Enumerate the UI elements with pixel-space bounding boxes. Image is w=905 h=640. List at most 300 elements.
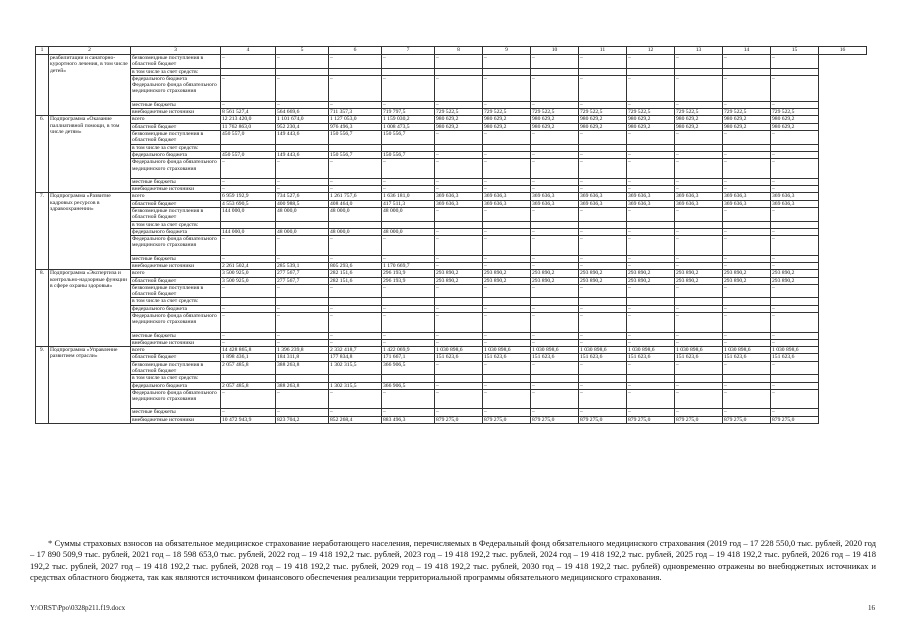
amount-cell: 729 522,5 bbox=[771, 109, 819, 116]
amount-cell: 293 890,2 bbox=[531, 277, 579, 284]
amount-cell bbox=[382, 221, 435, 228]
amount-cell: – bbox=[579, 186, 627, 193]
amount-cell: – bbox=[221, 236, 276, 256]
section-number bbox=[36, 55, 49, 116]
column-number-header: 13 bbox=[675, 47, 723, 55]
amount-cell: 369 636,3 bbox=[627, 193, 675, 200]
amount-cell: – bbox=[675, 255, 723, 262]
amount-cell: – bbox=[771, 313, 819, 333]
amount-cell bbox=[276, 68, 329, 75]
amount-cell: – bbox=[531, 255, 579, 262]
amount-cell: 879 275,0 bbox=[435, 416, 483, 423]
amount-cell: – bbox=[329, 255, 382, 262]
table-row bbox=[36, 255, 867, 262]
amount-cell: – bbox=[329, 159, 382, 179]
table-row bbox=[36, 277, 867, 284]
funding-source: федерального бюджета bbox=[131, 305, 221, 312]
amount-cell: – bbox=[483, 389, 531, 409]
funding-source: местные бюджеты bbox=[131, 178, 221, 185]
table-row bbox=[36, 270, 867, 277]
table-row bbox=[36, 305, 867, 312]
amount-cell bbox=[531, 375, 579, 382]
amount-cell: – bbox=[531, 262, 579, 269]
amount-cell: – bbox=[675, 236, 723, 256]
amount-cell: 150 556,7 bbox=[382, 151, 435, 158]
amount-cell: – bbox=[579, 332, 627, 339]
amount-cell: – bbox=[531, 332, 579, 339]
amount-cell: – bbox=[675, 361, 723, 375]
amount-cell: 366 906,5 bbox=[382, 382, 435, 389]
file-path: Y:\ORST\Ppo\0328p211.f19.docx bbox=[30, 604, 126, 612]
amount-cell bbox=[531, 144, 579, 151]
amount-cell: – bbox=[382, 236, 435, 256]
amount-cell: 2 332 418,7 bbox=[329, 347, 382, 354]
amount-cell: – bbox=[531, 284, 579, 298]
table-row bbox=[36, 298, 867, 305]
amount-cell: 369 636,3 bbox=[675, 200, 723, 207]
amount-cell bbox=[627, 144, 675, 151]
amount-cell: – bbox=[579, 305, 627, 312]
amount-cell: 296 193,9 bbox=[382, 270, 435, 277]
column-number-header: 3 bbox=[131, 47, 221, 55]
amount-cell: 10 472 943,9 bbox=[221, 416, 276, 423]
table-row bbox=[36, 144, 867, 151]
amount-cell: 48 000,0 bbox=[329, 228, 382, 235]
amount-cell: 151 623,6 bbox=[483, 354, 531, 361]
amount-cell: – bbox=[675, 313, 723, 333]
funding-source: всего bbox=[131, 193, 221, 200]
amount-cell: 1 261 757,6 bbox=[329, 193, 382, 200]
amount-cell: 48 000,0 bbox=[382, 207, 435, 221]
amount-cell: – bbox=[382, 178, 435, 185]
amount-cell: – bbox=[276, 284, 329, 298]
amount-cell bbox=[771, 221, 819, 228]
amount-cell: – bbox=[579, 151, 627, 158]
section-number: 7. bbox=[36, 193, 49, 270]
amount-cell: – bbox=[382, 332, 435, 339]
amount-cell: – bbox=[221, 409, 276, 416]
subprogram-name: реабилитации и санаторно-курортного лечения, в том числе детей» bbox=[49, 55, 131, 116]
amount-cell: – bbox=[483, 313, 531, 333]
amount-cell bbox=[723, 144, 771, 151]
amount-cell bbox=[675, 221, 723, 228]
funding-source: в том числе за счет средств: bbox=[131, 144, 221, 151]
amount-cell: – bbox=[483, 284, 531, 298]
amount-cell: – bbox=[382, 284, 435, 298]
amount-cell bbox=[435, 144, 483, 151]
funding-source: федерального бюджета bbox=[131, 151, 221, 158]
funding-source: внебюджетные источники bbox=[131, 109, 221, 116]
amount-cell: 293 890,2 bbox=[771, 270, 819, 277]
amount-cell: 729 522,5 bbox=[675, 109, 723, 116]
amount-cell: – bbox=[627, 339, 675, 346]
amount-cell: – bbox=[627, 361, 675, 375]
amount-cell: – bbox=[531, 409, 579, 416]
amount-cell: – bbox=[435, 284, 483, 298]
amount-cell: 293 890,2 bbox=[627, 270, 675, 277]
amount-cell: – bbox=[723, 262, 771, 269]
amount-cell: – bbox=[221, 332, 276, 339]
amount-cell: – bbox=[771, 228, 819, 235]
funding-source: федерального бюджета bbox=[131, 228, 221, 235]
amount-cell: – bbox=[579, 389, 627, 409]
amount-cell bbox=[771, 68, 819, 75]
amount-cell: – bbox=[723, 186, 771, 193]
amount-cell bbox=[221, 144, 276, 151]
table-row bbox=[36, 151, 867, 158]
amount-cell: – bbox=[483, 159, 531, 179]
amount-cell: – bbox=[723, 151, 771, 158]
amount-cell: 151 623,6 bbox=[771, 354, 819, 361]
amount-cell: 1 030 898,6 bbox=[435, 347, 483, 354]
funding-source: местные бюджеты bbox=[131, 409, 221, 416]
amount-cell: – bbox=[329, 313, 382, 333]
amount-cell: – bbox=[382, 339, 435, 346]
table-row bbox=[36, 262, 867, 269]
amount-cell: 564 669,6 bbox=[276, 109, 329, 116]
amount-cell: – bbox=[276, 409, 329, 416]
amount-cell: – bbox=[276, 255, 329, 262]
amount-cell: 1 170 669,7 bbox=[382, 262, 435, 269]
amount-cell: 980 629,2 bbox=[483, 116, 531, 123]
amount-cell: – bbox=[483, 332, 531, 339]
amount-cell: 1 030 898,6 bbox=[579, 347, 627, 354]
amount-cell: 150 556,7 bbox=[382, 131, 435, 145]
amount-cell: – bbox=[579, 339, 627, 346]
amount-cell: – bbox=[276, 178, 329, 185]
amount-cell: 1 030 898,6 bbox=[627, 347, 675, 354]
amount-cell: 293 890,2 bbox=[675, 270, 723, 277]
amount-cell: 369 636,3 bbox=[579, 193, 627, 200]
amount-cell: – bbox=[329, 55, 382, 69]
amount-cell: 417 511,3 bbox=[382, 200, 435, 207]
amount-cell bbox=[221, 68, 276, 75]
amount-cell: 149 443,6 bbox=[276, 151, 329, 158]
amount-cell: 296 193,9 bbox=[382, 277, 435, 284]
amount-cell: 282 151,6 bbox=[329, 277, 382, 284]
amount-cell: – bbox=[435, 361, 483, 375]
amount-cell: – bbox=[675, 409, 723, 416]
amount-cell: – bbox=[771, 339, 819, 346]
amount-cell: 177 834,8 bbox=[329, 354, 382, 361]
amount-cell: – bbox=[221, 284, 276, 298]
amount-cell: 293 890,2 bbox=[723, 270, 771, 277]
amount-cell: – bbox=[329, 339, 382, 346]
amount-cell: – bbox=[483, 101, 531, 108]
amount-cell: – bbox=[771, 55, 819, 69]
amount-cell bbox=[276, 298, 329, 305]
amount-cell: – bbox=[276, 339, 329, 346]
amount-cell: 1 302 315,5 bbox=[329, 382, 382, 389]
amount-cell: 980 629,2 bbox=[579, 123, 627, 130]
table-row bbox=[36, 68, 867, 75]
amount-cell: 1 302 315,5 bbox=[329, 361, 382, 375]
amount-cell: – bbox=[723, 313, 771, 333]
amount-cell: 293 890,2 bbox=[627, 277, 675, 284]
amount-cell: – bbox=[435, 186, 483, 193]
amount-cell: – bbox=[771, 409, 819, 416]
amount-cell: – bbox=[723, 207, 771, 221]
funding-source: в том числе за счет средств: bbox=[131, 375, 221, 382]
amount-cell: – bbox=[771, 332, 819, 339]
amount-cell: 879 275,0 bbox=[627, 416, 675, 423]
amount-cell: – bbox=[627, 284, 675, 298]
table-row bbox=[36, 178, 867, 185]
funding-source: внебюджетные источники bbox=[131, 416, 221, 423]
table-row bbox=[36, 101, 867, 108]
table-row bbox=[36, 109, 867, 116]
funding-source: всего bbox=[131, 116, 221, 123]
funding-source: Федерального фонда обязательного медицинского страхования bbox=[131, 313, 221, 333]
amount-cell: – bbox=[675, 332, 723, 339]
funding-source: местные бюджеты bbox=[131, 332, 221, 339]
amount-cell: – bbox=[723, 236, 771, 256]
amount-cell: 8 561 527,4 bbox=[221, 109, 276, 116]
amount-cell: 980 629,2 bbox=[723, 123, 771, 130]
amount-cell: – bbox=[723, 305, 771, 312]
table-row bbox=[36, 228, 867, 235]
amount-cell: – bbox=[579, 228, 627, 235]
amount-cell: – bbox=[723, 332, 771, 339]
table-row bbox=[36, 207, 867, 221]
amount-cell: – bbox=[221, 339, 276, 346]
amount-cell: 852 268,4 bbox=[329, 416, 382, 423]
page-number: 16 bbox=[868, 604, 875, 612]
subprogram-name: Подпрограмма «Оказание паллиативной помощи, в том числе детям» bbox=[49, 116, 131, 193]
amount-cell: 980 629,2 bbox=[675, 116, 723, 123]
amount-cell: 48 000,0 bbox=[276, 207, 329, 221]
amount-cell: – bbox=[627, 389, 675, 409]
column-number-header: 9 bbox=[483, 47, 531, 55]
amount-cell: – bbox=[435, 382, 483, 389]
amount-cell: 293 890,2 bbox=[483, 270, 531, 277]
amount-cell: – bbox=[221, 186, 276, 193]
amount-cell: – bbox=[435, 55, 483, 69]
funding-source: Федерального фонда обязательного медицинского страхования bbox=[131, 236, 221, 256]
funding-source: всего bbox=[131, 347, 221, 354]
amount-cell: – bbox=[723, 228, 771, 235]
amount-cell: – bbox=[675, 262, 723, 269]
amount-cell: 1 127 053,0 bbox=[329, 116, 382, 123]
amount-cell: – bbox=[627, 262, 675, 269]
amount-cell: 151 623,6 bbox=[579, 354, 627, 361]
amount-cell: 734 527,6 bbox=[276, 193, 329, 200]
column-number-header: 15 bbox=[771, 47, 819, 55]
amount-cell: 369 636,3 bbox=[723, 193, 771, 200]
amount-cell bbox=[382, 68, 435, 75]
amount-cell: 293 890,2 bbox=[531, 270, 579, 277]
table-row bbox=[36, 332, 867, 339]
amount-cell: 144 000,0 bbox=[221, 228, 276, 235]
amount-cell: – bbox=[435, 332, 483, 339]
amount-cell: 980 629,2 bbox=[483, 123, 531, 130]
column-number-header: 8 bbox=[435, 47, 483, 55]
amount-cell: – bbox=[329, 178, 382, 185]
amount-cell: – bbox=[771, 159, 819, 179]
table-row bbox=[36, 193, 867, 200]
amount-cell: 171 667,1 bbox=[382, 354, 435, 361]
amount-cell bbox=[435, 221, 483, 228]
amount-cell: – bbox=[483, 361, 531, 375]
amount-cell: – bbox=[435, 101, 483, 108]
amount-cell: – bbox=[531, 361, 579, 375]
amount-cell: 980 629,2 bbox=[435, 116, 483, 123]
amount-cell: – bbox=[435, 339, 483, 346]
amount-cell: – bbox=[531, 382, 579, 389]
amount-cell: – bbox=[531, 75, 579, 101]
amount-cell bbox=[771, 375, 819, 382]
amount-cell: – bbox=[221, 178, 276, 185]
table-row bbox=[36, 361, 867, 375]
amount-cell: – bbox=[276, 159, 329, 179]
amount-cell: 6 959 192,9 bbox=[221, 193, 276, 200]
amount-cell bbox=[382, 144, 435, 151]
amount-cell: – bbox=[627, 178, 675, 185]
amount-cell: 1 008 473,5 bbox=[382, 123, 435, 130]
amount-cell: 1 636 181,0 bbox=[382, 193, 435, 200]
amount-cell: – bbox=[771, 207, 819, 221]
amount-cell: 2 057 485,8 bbox=[221, 361, 276, 375]
amount-cell: 976 496,3 bbox=[329, 123, 382, 130]
amount-cell: 48 000,0 bbox=[382, 228, 435, 235]
amount-cell: – bbox=[531, 151, 579, 158]
amount-cell bbox=[221, 221, 276, 228]
amount-cell bbox=[329, 68, 382, 75]
amount-cell: – bbox=[435, 159, 483, 179]
table-row bbox=[36, 313, 867, 333]
amount-cell bbox=[627, 298, 675, 305]
section-number: 8. bbox=[36, 270, 49, 347]
funding-source: областной бюджет bbox=[131, 277, 221, 284]
table-row bbox=[36, 221, 867, 228]
amount-cell: – bbox=[435, 151, 483, 158]
table-row bbox=[36, 55, 867, 69]
amount-cell: – bbox=[276, 75, 329, 101]
amount-cell: – bbox=[771, 382, 819, 389]
amount-cell: – bbox=[483, 151, 531, 158]
amount-cell: 729 522,5 bbox=[531, 109, 579, 116]
amount-cell: – bbox=[382, 313, 435, 333]
amount-cell: – bbox=[483, 339, 531, 346]
amount-cell: 1 159 030,2 bbox=[382, 116, 435, 123]
funding-source: местные бюджеты bbox=[131, 255, 221, 262]
table-row bbox=[36, 284, 867, 298]
amount-cell: 151 623,6 bbox=[627, 354, 675, 361]
amount-cell bbox=[329, 298, 382, 305]
amount-cell: – bbox=[276, 305, 329, 312]
amount-cell: – bbox=[531, 178, 579, 185]
amount-cell: – bbox=[276, 55, 329, 69]
table-row bbox=[36, 347, 867, 354]
amount-cell bbox=[723, 375, 771, 382]
amount-cell: 293 890,2 bbox=[483, 277, 531, 284]
amount-cell: 883 496,3 bbox=[382, 416, 435, 423]
amount-cell: 369 636,3 bbox=[531, 193, 579, 200]
amount-cell: – bbox=[627, 101, 675, 108]
amount-cell: – bbox=[723, 361, 771, 375]
amount-cell: 729 522,5 bbox=[723, 109, 771, 116]
amount-cell: 369 636,3 bbox=[723, 200, 771, 207]
amount-cell: – bbox=[483, 382, 531, 389]
amount-cell: – bbox=[221, 159, 276, 179]
amount-cell: 879 275,0 bbox=[531, 416, 579, 423]
amount-cell: – bbox=[531, 131, 579, 145]
amount-cell: – bbox=[483, 236, 531, 256]
amount-cell: – bbox=[435, 228, 483, 235]
amount-cell: – bbox=[382, 255, 435, 262]
amount-cell bbox=[435, 68, 483, 75]
table-body bbox=[36, 55, 867, 424]
amount-cell: 980 629,2 bbox=[771, 123, 819, 130]
section-number: 6. bbox=[36, 116, 49, 193]
amount-cell: 184 311,8 bbox=[276, 354, 329, 361]
amount-cell bbox=[531, 68, 579, 75]
amount-cell: – bbox=[771, 361, 819, 375]
subprogram-name: Подпрограмма «Экспертиза и контрольно-надзорные функции в сфере охраны здоровья» bbox=[49, 270, 131, 347]
amount-cell: 4 553 690,5 bbox=[221, 200, 276, 207]
column-number-header: 11 bbox=[579, 47, 627, 55]
amount-cell: – bbox=[579, 75, 627, 101]
amount-cell: 1 030 898,6 bbox=[483, 347, 531, 354]
amount-cell: – bbox=[435, 178, 483, 185]
amount-cell: – bbox=[382, 101, 435, 108]
column-number-header: 5 bbox=[276, 47, 329, 55]
amount-cell: – bbox=[771, 284, 819, 298]
amount-cell: – bbox=[435, 313, 483, 333]
amount-cell: 369 636,3 bbox=[483, 193, 531, 200]
amount-cell bbox=[221, 375, 276, 382]
amount-cell bbox=[627, 68, 675, 75]
amount-cell: – bbox=[627, 313, 675, 333]
amount-cell: – bbox=[531, 339, 579, 346]
amount-cell: 980 629,2 bbox=[771, 116, 819, 123]
amount-cell: – bbox=[329, 389, 382, 409]
amount-cell: – bbox=[221, 75, 276, 101]
amount-cell: – bbox=[627, 255, 675, 262]
amount-cell: – bbox=[579, 409, 627, 416]
amount-cell: – bbox=[771, 101, 819, 108]
amount-cell: – bbox=[221, 101, 276, 108]
funding-source: в том числе за счет средств: bbox=[131, 221, 221, 228]
amount-cell: 879 275,0 bbox=[723, 416, 771, 423]
amount-cell: – bbox=[627, 131, 675, 145]
amount-cell: – bbox=[675, 151, 723, 158]
amount-cell: – bbox=[723, 75, 771, 101]
amount-cell: – bbox=[276, 236, 329, 256]
amount-cell: – bbox=[627, 75, 675, 101]
amount-cell: – bbox=[723, 339, 771, 346]
amount-cell: – bbox=[579, 236, 627, 256]
amount-cell: 879 275,0 bbox=[771, 416, 819, 423]
amount-cell: – bbox=[723, 409, 771, 416]
amount-cell bbox=[276, 375, 329, 382]
amount-cell: – bbox=[276, 313, 329, 333]
amount-cell: 879 275,0 bbox=[579, 416, 627, 423]
amount-cell: 151 623,6 bbox=[531, 354, 579, 361]
column-number-header: 10 bbox=[531, 47, 579, 55]
amount-cell: 1 030 898,6 bbox=[531, 347, 579, 354]
column-number-header-row bbox=[36, 47, 867, 55]
amount-cell: – bbox=[627, 186, 675, 193]
amount-cell: 369 636,3 bbox=[435, 200, 483, 207]
amount-cell: 277 567,7 bbox=[276, 277, 329, 284]
amount-cell: – bbox=[723, 159, 771, 179]
amount-cell: 1 030 898,6 bbox=[675, 347, 723, 354]
amount-cell: – bbox=[627, 55, 675, 69]
amount-cell: 729 522,5 bbox=[627, 109, 675, 116]
amount-cell: 151 623,6 bbox=[675, 354, 723, 361]
footnote: * Суммы страховых взносов на обязательное медицинское страхование неработающего населения, перечисляемых в Федеральный фонд обязательного медицинского страхования (2019 год – 17 228 550,0 тыс. рублей, 2020 год – 17 890 509,9 тыс. рублей, 2021 год – 18 598 653,0 тыс. рублей, 2022 год – 19 418 192,2 тыс. рублей, 2023 год – 19 418 192,2 тыс. рублей, 2024 год – 19 418 192,2 тыс. рублей, 2025 год – 19 418 192,2 тыс. рублей, 2026 год – 19 418 192,2 тыс. рублей, 2027 год – 19 418 192,2 тыс. рублей, 2028 год – 19 418 192,2 тыс. рублей, 2029 год – 19 418 192,2 тыс. рублей, 2030 год – 19 418 192,2 тыс. рублей) одновременно отражены во внебюджетных источниках и средствах областного бюджета, так как являются источником финансового обеспечения реализации территориальной программы обязательного медицинского страхования. bbox=[30, 538, 876, 583]
